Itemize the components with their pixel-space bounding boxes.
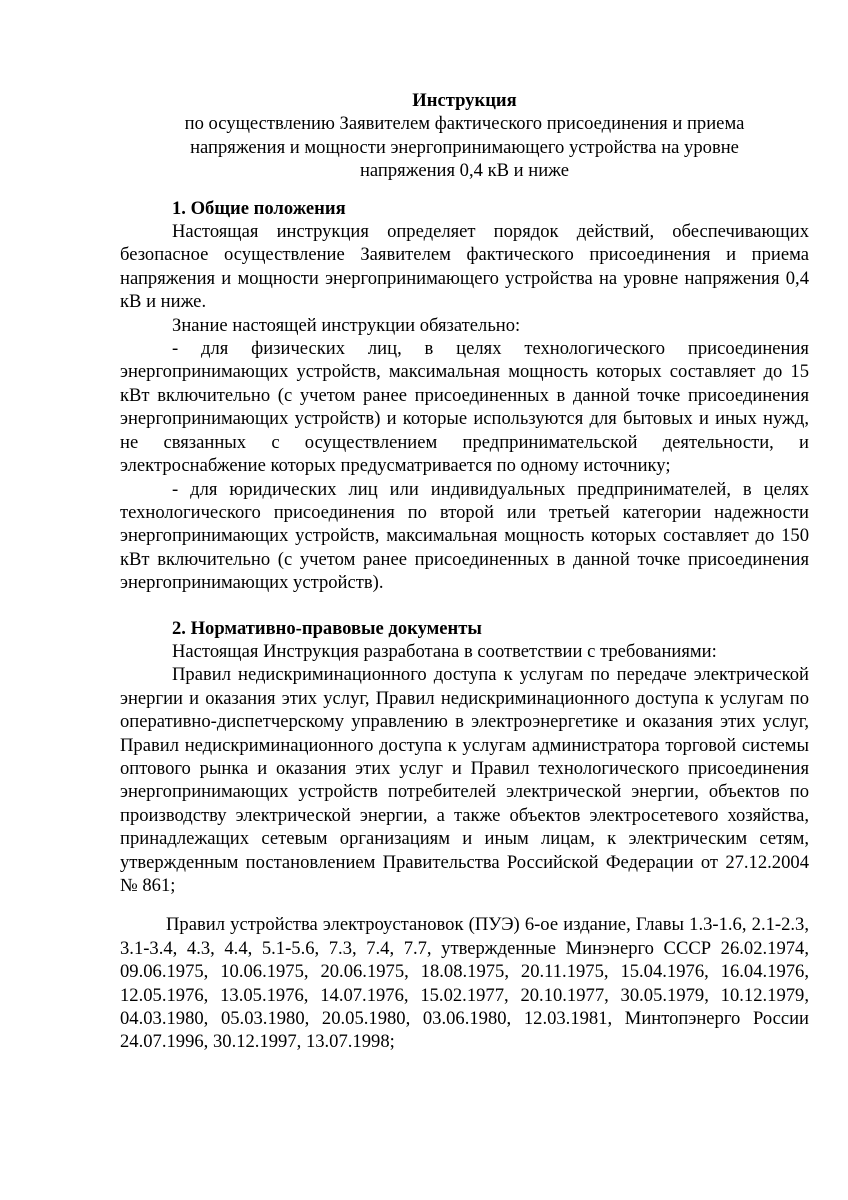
paragraph-legal-entities: - для юридических лиц или индивидуальных предпринимателей, в целях технологического присоединения по второй или третьей категории надежности энергопринимающих устройств, максимальная мощность которых составляет до 150 кВт включительно (с учетом ранее присоединенных в данной точке присоединения энергопринимающих устройств).: [120, 478, 809, 594]
paragraph-pue-rules: Правил устройства электроустановок (ПУЭ) 6-ое издание, Главы 1.3-1.6, 2.1-2.3, 3.1-3.4, 4.3, 4.4, 5.1-5.6, 7.3, 7.4, 7.7, утвержденные Минэнерго СССР 26.02.1974, 09.06.1975, 10.06.1975, 20.06.1975, 18.08.1975, 20.11.1975, 15.04.1976, 16.04.1976, 12.05.1976, 13.05.1976, 14.07.1976, 15.02.1977, 20.10.1977, 30.05.1979, 10.12.1979, 04.03.1980, 05.03.1980, 20.05.1980, 03.06.1980, 12.03.1981, Минтопэнерго России 24.07.1996, 30.12.1997, 13.07.1998;: [120, 914, 809, 1053]
document-title: Инструкция: [412, 90, 517, 111]
document-subtitle: по осуществлению Заявителем фактического присоединения и приема напряжения и мощности энергопринимающего устройства на уровне напряжения 0,4 кВ и ниже: [184, 113, 745, 182]
paragraph-knowledge-required: Знание настоящей инструкции обязательно:: [172, 314, 521, 336]
paragraph-individuals: - для физических лиц, в целях технологического присоединения энергопринимающих устройств, максимальная мощность которых составляет до 15 кВт включительно (с учетом ранее присоединенных в данной точке присоединения энергопринимающих устройств) и которые используются для бытовых и иных нужд, не связанных с осуществлением предпринимательской деятельности, и электроснабжение которых предусматривается по одному источнику;: [120, 338, 809, 477]
section-heading-regulations: 2. Нормативно-правовые документы: [172, 617, 482, 639]
paragraph-developed-per: Настоящая Инструкция разработана в соответствии с требованиями:: [172, 640, 717, 662]
spacer: [120, 183, 809, 197]
document-page: [120, 89, 809, 1054]
spacer: [120, 897, 809, 913]
spacer: [120, 595, 809, 617]
section-heading-general: 1. Общие положения: [172, 197, 346, 219]
paragraph-purpose: Настоящая инструкция определяет порядок действий, обеспечивающих безопасное осуществление Заявителем фактического присоединения и приема напряжения и мощности энергопринимающего устройства на уровне напряжения 0,4 кВ и ниже.: [120, 221, 809, 313]
paragraph-rules-861: Правил недискриминационного доступа к услугам по передаче электрической энергии и оказания этих услуг, Правил недискриминационного доступа к услугам по оперативно-диспетчерскому управлению в электроэнергетике и оказания этих услуг, Правил недискриминационного доступа к услугам администратора торговой системы оптового рынка и оказания этих услуг и Правил технологического присоединения энергопринимающих устройств потребителей электрической энергии, объектов по производству электрической энергии, а также объектов электросетевого хозяйства, принадлежащих сетевым организациям и иным лицам, к электрическим сетям, утвержденным постановлением Правительства Российской Федерации от 27.12.2004 № 861;: [120, 664, 809, 896]
